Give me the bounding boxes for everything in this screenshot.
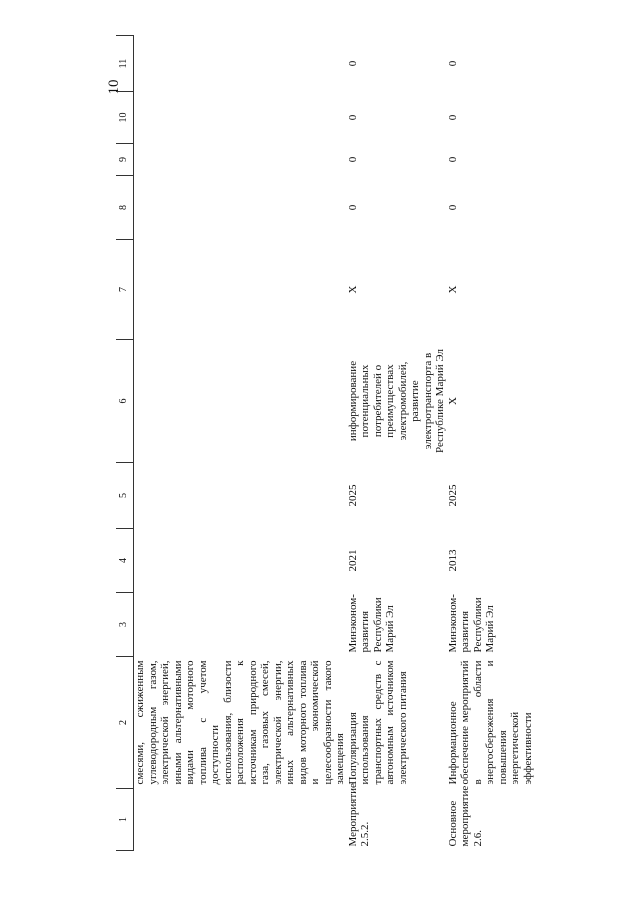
- column-10-value: [134, 92, 347, 144]
- column-header-10: 10: [116, 92, 134, 144]
- column-9-value: 0: [346, 156, 359, 163]
- measure-code: [134, 789, 347, 851]
- measure-description: Информационное обеспечение мероприятий в области энергосбережения и повышения энергетической эффективности: [446, 660, 534, 785]
- column-7-value: X: [446, 285, 459, 294]
- measures-table: [116, 35, 534, 851]
- column-header-1: 1: [116, 789, 134, 851]
- responsible-executor: Минэконом-развития Республики Марий Эл: [346, 594, 396, 653]
- column-header-7: 7: [116, 240, 134, 340]
- column-header-11: 11: [116, 36, 134, 92]
- column-header-6: 6: [116, 340, 134, 463]
- responsible-executor: [134, 593, 347, 657]
- rotated-table-container: [116, 36, 626, 851]
- expected-result: [134, 340, 347, 463]
- page-number: 10: [106, 79, 122, 95]
- column-11-value: 0: [346, 60, 359, 67]
- measure-code: Мероприятие 2.5.2.: [346, 783, 371, 847]
- column-8-value: 0: [346, 204, 359, 211]
- responsible-executor: Минэконом-развития Республики Марий Эл: [446, 594, 496, 653]
- column-10-value: 0: [346, 114, 359, 121]
- column-8-value: 0: [446, 204, 459, 211]
- column-11-value: [134, 36, 347, 92]
- column-header-3: 3: [116, 593, 134, 657]
- column-7-value: [134, 240, 347, 340]
- header-row: [116, 36, 134, 851]
- column-7-value: X: [346, 285, 359, 294]
- measure-description: Популяризация использования транспортных средств с автономным источником электрического питания: [346, 660, 409, 785]
- measure-code: Основное мероприятие 2.6.: [446, 785, 484, 847]
- column-header-9: 9: [116, 144, 134, 176]
- column-header-8: 8: [116, 176, 134, 240]
- table-row: [447, 36, 535, 851]
- start-year: 2013: [446, 549, 459, 572]
- expected-result: информирование потенциальных потребителей о преимуществах электромобилей, развитие электротранспорта в Республике Марий Эл: [346, 349, 446, 453]
- start-year: 2021: [346, 549, 359, 572]
- end-year: 2025: [446, 484, 459, 507]
- column-header-2: 2: [116, 657, 134, 789]
- column-9-value: 0: [446, 156, 459, 163]
- column-10-value: 0: [446, 114, 459, 121]
- expected-result: X: [446, 397, 459, 405]
- column-header-4: 4: [116, 529, 134, 593]
- column-8-value: [134, 176, 347, 240]
- column-11-value: 0: [446, 60, 459, 67]
- end-year: 2025: [346, 484, 359, 507]
- end-year: [134, 463, 347, 529]
- measure-description: смесями, сжиженным углеводородным газом, электрической энергией, иными альтернативными видами моторного топлива с учетом доступности использования, близости расположения к источникам природного газа, газовых смесей, электрической энергии, иных альтернативных видов моторного топлива и экономической целесообразности такого замещения: [134, 660, 346, 785]
- start-year: [134, 529, 347, 593]
- column-9-value: [134, 144, 347, 176]
- column-header-5: 5: [116, 463, 134, 529]
- table-row: [347, 36, 447, 851]
- table-row: [134, 36, 347, 851]
